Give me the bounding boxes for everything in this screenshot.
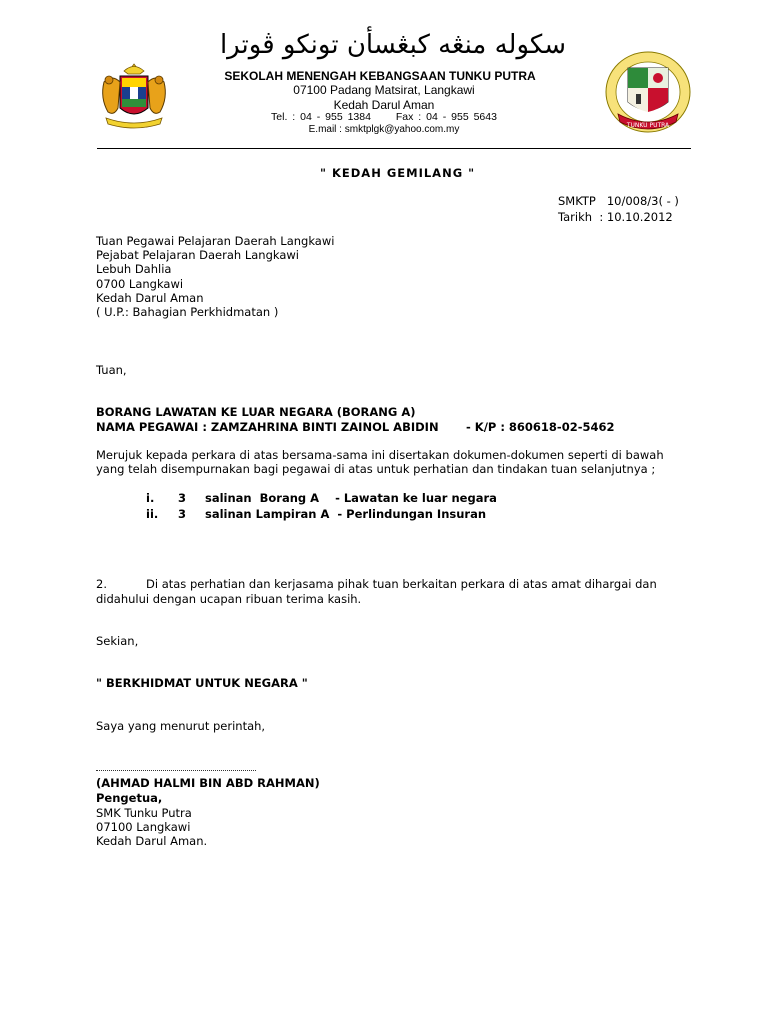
signatory-organization: SMK Tunku Putra xyxy=(96,806,192,820)
reference-value: 10/008/3( - ) xyxy=(606,194,679,208)
recipient-line: Kedah Darul Aman xyxy=(96,291,204,305)
date-label: Tarikh xyxy=(558,210,593,224)
reference-number xyxy=(558,194,679,208)
paragraph-number: 2. xyxy=(96,577,107,591)
letter-date xyxy=(558,210,673,224)
closing-phrase: Saya yang menurut perintah, xyxy=(96,719,266,733)
signatory-name: (AHMAD HALMI BIN ABD RAHMAN) xyxy=(96,776,320,790)
recipient-line: Tuan Pegawai Pelajaran Daerah Langkawi xyxy=(96,234,335,248)
svg-text:TUNKU PUTRA: TUNKU PUTRA xyxy=(626,122,670,129)
body-paragraph-2: Di atas perhatian dan kerjasama pihak tuan berkaitan perkara di atas amat dihargai dan xyxy=(146,577,657,591)
school-email: E.mail : smktplgk@yahoo.com.my xyxy=(308,124,460,135)
list-item: salinan Borang A - Lawatan ke luar negara xyxy=(205,491,497,505)
signatory-city: 07100 Langkawi xyxy=(96,820,191,834)
date-value: : 10.10.2012 xyxy=(599,210,673,224)
recipient-line: ( U.P.: Bahagian Perkhidmatan ) xyxy=(96,305,279,319)
state-motto: " KEDAH GEMILANG " xyxy=(320,166,476,180)
officer-ic-number: - K/P : 860618-02-5462 xyxy=(466,420,615,434)
list-item-quantity: 3 xyxy=(178,491,187,505)
list-item-number: i. xyxy=(146,491,155,505)
officer-name: NAMA PEGAWAI : ZAMZAHRINA BINTI ZAINOL ABIDIN xyxy=(96,420,439,434)
telephone-number: Tel. : 04 - 955 1384 xyxy=(271,111,371,123)
signatory-state: Kedah Darul Aman. xyxy=(96,834,208,848)
recipient-line: 0700 Langkawi xyxy=(96,277,184,291)
subject-line: BORANG LAWATAN KE LUAR NEGARA (BORANG A) xyxy=(96,405,416,419)
body-paragraph-2-cont: didahului dengan ucapan ribuan terima kasih. xyxy=(96,592,362,606)
reference-label: SMKTP xyxy=(558,194,596,208)
signatory-title: Pengetua, xyxy=(96,791,163,805)
signature-line xyxy=(96,770,256,771)
school-state: Kedah Darul Aman xyxy=(333,98,435,112)
salutation: Tuan, xyxy=(96,363,127,377)
list-item-number: ii. xyxy=(146,507,159,521)
closing-sekian: Sekian, xyxy=(96,634,139,648)
recipient-line: Pejabat Pelajaran Daerah Langkawi xyxy=(96,248,300,262)
header-divider xyxy=(97,148,691,149)
list-item: salinan Lampiran A - Perlindungan Insuran xyxy=(205,507,487,521)
school-contact xyxy=(0,111,768,123)
fax-number: Fax : 04 - 955 5643 xyxy=(395,111,497,123)
closing-slogan: " BERKHIDMAT UNTUK NEGARA " xyxy=(96,676,308,690)
list-item-quantity: 3 xyxy=(178,507,187,521)
recipient-line: Lebuh Dahlia xyxy=(96,262,172,276)
school-name: SEKOLAH MENENGAH KEBANGSAAN TUNKU PUTRA xyxy=(224,69,536,83)
body-paragraph-1-cont: yang telah disempurnakan bagi pegawai di atas untuk perhatian dan tindakan tuan selanjutnya ; xyxy=(96,462,656,476)
body-paragraph-1: Merujuk kepada perkara di atas bersama-sama ini disertakan dokumen-dokumen seperti di bawah xyxy=(96,448,664,462)
school-name-jawi: سکوله منڠه کبڠسأن تونکو ڤوترا xyxy=(219,30,567,60)
school-address: 07100 Padang Matsirat, Langkawi xyxy=(293,83,475,97)
